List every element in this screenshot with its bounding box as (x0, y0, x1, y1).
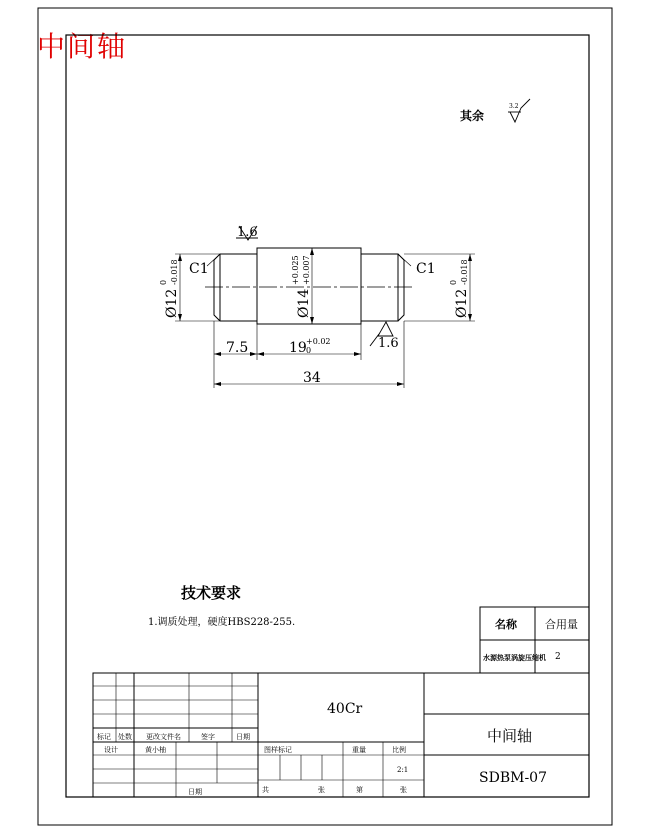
parts-header-name: 名称 (495, 618, 517, 631)
svg-text:-0.018: -0.018 (170, 259, 179, 285)
inner-frame (66, 35, 589, 797)
design-label: 设计 (104, 746, 118, 754)
sheet-title: 中间轴 (37, 30, 128, 63)
tech-req-item: 1.调质处理，硬度HBS228-255. (148, 617, 296, 628)
roughness-note-label: 其余 (460, 109, 485, 123)
shaft-left-chamfer (214, 254, 220, 321)
material-label: 40Cr (327, 701, 363, 717)
shaft-drawing (175, 226, 475, 388)
roughness-note (460, 99, 530, 123)
date-label: 日期 (188, 788, 202, 796)
parts-header-qty: 合用量 (545, 618, 578, 631)
sheet-label-2: 张 (400, 786, 407, 794)
roughness-note-value: 3.2 (509, 103, 519, 110)
roughness-top-label: 1.6 (237, 225, 258, 240)
svg-text:Ø12: Ø12 (164, 288, 180, 318)
chamfer-right-label: C1 (416, 261, 436, 277)
sheet-label: 张 (318, 786, 325, 794)
svg-text:+0.007: +0.007 (302, 255, 311, 285)
svg-text:-0.018: -0.018 (460, 259, 469, 285)
rev-header-1: 处数 (118, 733, 132, 741)
designer-name: 黄小柚 (145, 746, 166, 754)
len-mid-dim (289, 337, 331, 356)
num-label: 第 (356, 786, 363, 794)
roughness-bottom-label: 1.6 (378, 336, 399, 351)
parts-row-qty: 2 (555, 652, 561, 662)
svg-text:0: 0 (449, 279, 458, 285)
svg-text:19: 19 (289, 340, 307, 356)
rev-header-2: 更改文件名 (146, 733, 181, 741)
svg-text:0: 0 (306, 346, 312, 355)
shaft-right-section (361, 254, 398, 321)
svg-text:Ø14: Ø14 (296, 288, 312, 318)
roughness-bottom-icon (378, 322, 393, 336)
scale-value: 2:1 (397, 766, 409, 774)
rev-header-4: 日期 (236, 733, 250, 741)
dia-left-dim (159, 259, 180, 318)
svg-text:0: 0 (159, 279, 168, 285)
rev-header-0: 标记 (97, 733, 111, 741)
drawing-no-label: SDBM-07 (479, 770, 547, 786)
parts-row-name: 水源热泵涡旋压缩机 (483, 653, 546, 662)
weight-label: 重量 (352, 746, 366, 754)
outer-border (38, 8, 612, 825)
svg-text:Ø12: Ø12 (454, 288, 470, 318)
dia-right-dim (449, 259, 470, 318)
svg-text:+0.02: +0.02 (306, 337, 331, 346)
shaft-left-section (220, 254, 257, 321)
part-name-label: 中间轴 (487, 727, 533, 745)
total-label: 共 (262, 786, 269, 794)
len-total-label: 34 (303, 370, 321, 386)
len-left-label: 7.5 (226, 340, 249, 356)
tech-req-title: 技术要求 (181, 584, 242, 602)
part-labels (159, 225, 470, 386)
svg-text:+0.025: +0.025 (291, 255, 300, 285)
stage-label: 图样标记 (264, 746, 292, 754)
chamfer-left-label: C1 (189, 261, 209, 277)
scale-label: 比例 (392, 746, 406, 754)
shaft-right-chamfer (398, 254, 404, 321)
parts-table (480, 607, 589, 673)
rev-header-3: 签字 (201, 733, 215, 741)
